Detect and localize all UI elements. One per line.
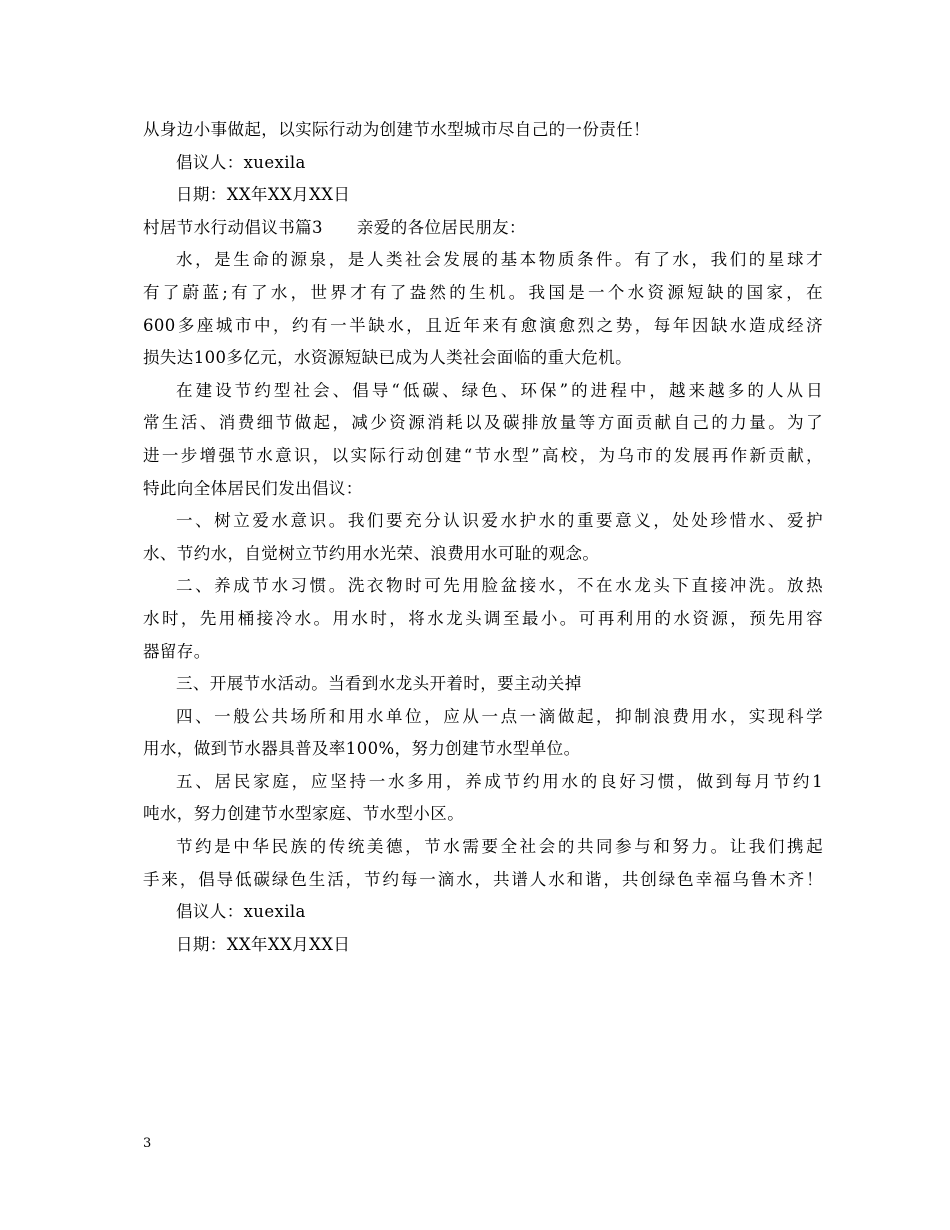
proposal-item: 五、居民家庭，应坚持一水多用，养成节约用水的良好习惯，做到每月节约1 xyxy=(176,771,823,791)
body-line: 有了蔚蓝;有了水，世界才有了盎然的生机。我国是一个水资源短缺的国家，在 xyxy=(143,282,823,302)
body-line: 常生活、消费细节做起，减少资源消耗以及碳排放量等方面贡献自己的力量。为了 xyxy=(143,413,823,433)
body-line: 器留存。 xyxy=(143,641,211,661)
page-number: 3 xyxy=(143,1136,152,1151)
body-line: 进一步增强节水意识，以实际行动创建“节水型”高校，为乌市的发展再作新贡献， xyxy=(143,445,823,465)
closing-sentence: 从身边小事做起，以实际行动为创建节水型城市尽自己的一份责任！ xyxy=(143,120,650,139)
proposal-item: 二、养成节水习惯。洗衣物时可先用脸盆接水，不在水龙头下直接冲洗。放热 xyxy=(176,576,823,596)
section-greeting: 亲爱的各位居民朋友： xyxy=(356,217,526,237)
body-line: 水，是生命的源泉，是人类社会发展的基本物质条件。有了水，我们的星球才 xyxy=(176,250,823,270)
body-line: 600多座城市中，约有一半缺水，且近年来有愈演愈烈之势，每年因缺水造成经济 xyxy=(143,315,823,335)
body-line: 水、节约水，自觉树立节约用水光荣、浪费用水可耻的观念。 xyxy=(143,543,600,563)
date-line: 日期：XX年XX月XX日 xyxy=(176,185,351,205)
proposer-line: 倡议人：xuexila xyxy=(176,902,306,922)
body-line: 节约是中华民族的传统美德，节水需要全社会的共同参与和努力。让我们携起 xyxy=(176,837,823,857)
body-line: 在建设节约型社会、倡导“低碳、绿色、环保”的进程中，越来越多的人从日 xyxy=(176,380,823,400)
section-title: 村居节水行动倡议书篇3 xyxy=(143,217,323,237)
document-body xyxy=(143,114,823,961)
proposer-line: 倡议人：xuexila xyxy=(176,152,306,172)
proposal-item: 三、开展节水活动。当看到水龙头开着时，要主动关掉 xyxy=(176,674,582,694)
body-line: 损失达100多亿元，水资源短缺已成为人类社会面临的重大危机。 xyxy=(143,348,632,368)
body-line: 吨水，努力创建节水型家庭、节水型小区。 xyxy=(143,804,465,824)
body-line: 特此向全体居民们发出倡议： xyxy=(143,478,363,498)
body-line: 水时，先用桶接冷水。用水时，将水龙头调至最小。可再利用的水资源，预先用容 xyxy=(143,608,823,628)
body-line: 手来，倡导低碳绿色生活，节约每一滴水，共谱人水和谐，共创绿色幸福乌鲁木齐！ xyxy=(143,869,823,889)
body-line: 用水，做到节水器具普及率100%，努力创建节水型单位。 xyxy=(143,739,581,759)
date-line: 日期：XX年XX月XX日 xyxy=(176,934,351,954)
section-heading-row xyxy=(143,212,823,245)
proposal-item: 一、树立爱水意识。我们要充分认识爱水护水的重要意义，处处珍惜水、爱护 xyxy=(176,511,823,531)
proposal-item: 四、一般公共场所和用水单位，应从一点一滴做起，抑制浪费用水，实现科学 xyxy=(176,706,823,726)
